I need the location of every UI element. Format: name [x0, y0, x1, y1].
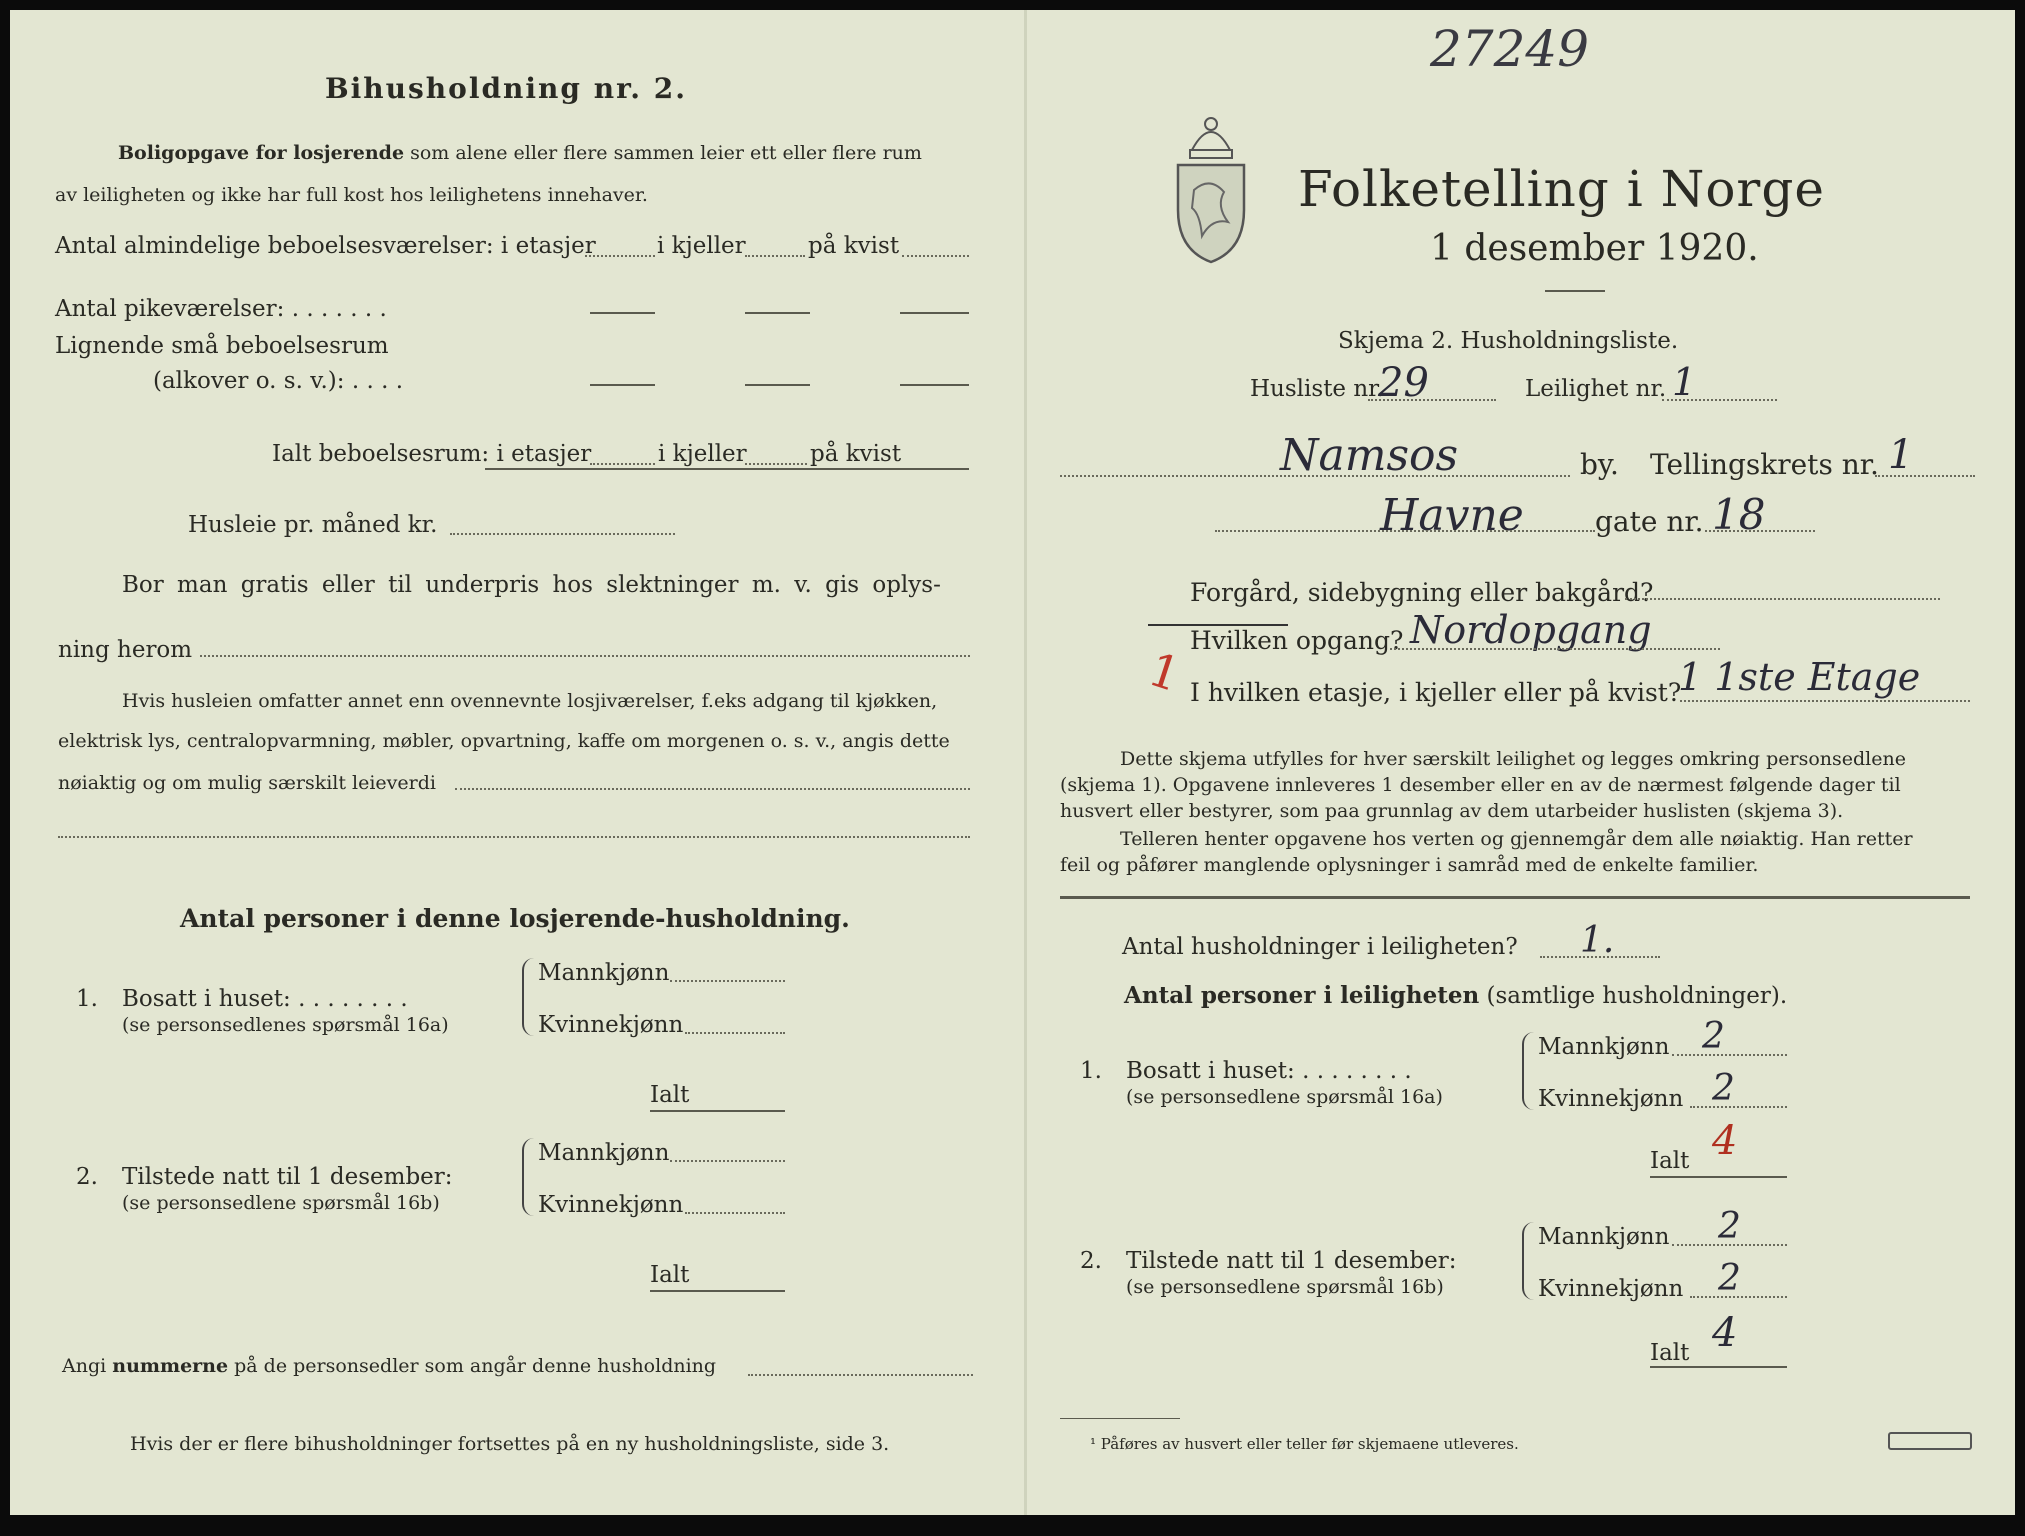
left-q2-kvinne-line[interactable]	[685, 1212, 785, 1214]
forgard-line[interactable]	[1625, 598, 1940, 600]
left-q1-ialt-label: Ialt	[650, 1082, 690, 1108]
antal-hush-value[interactable]: 1.	[1580, 920, 1615, 961]
opgang-label: Hvilken opgang?	[1190, 626, 1404, 655]
husliste-line	[1368, 399, 1496, 401]
extra-line[interactable]	[58, 836, 970, 838]
ialt-kvist-label: på kvist	[810, 441, 902, 467]
husliste-label: Husliste nr.	[1250, 376, 1384, 402]
right-q2-ialt-label: Ialt	[1650, 1340, 1690, 1366]
opgang-line	[1390, 648, 1720, 650]
footnote-rule	[1060, 1418, 1180, 1419]
hvis-line2: elektrisk lys, centralopvarmning, møbler, opvartning, kaffe om morgenen o. s. v., angis dette	[58, 730, 950, 752]
leilighet-value[interactable]: 1	[1672, 360, 1697, 404]
gate-value[interactable]: Havne	[1380, 490, 1524, 541]
right-q2-kvinne-value[interactable]: 2	[1718, 1258, 1741, 1299]
husleie-line[interactable]	[450, 533, 675, 535]
left-q2-ialt-line[interactable]	[650, 1290, 785, 1292]
by-line	[1060, 475, 1570, 477]
gate-nr-line	[1705, 530, 1815, 532]
red-checkmark: 1	[1142, 641, 1187, 703]
right-q2-ialt-line	[1650, 1366, 1787, 1368]
pike-kjeller-line[interactable]	[745, 312, 810, 314]
lign-kvist-line[interactable]	[900, 384, 969, 386]
title-divider	[1545, 290, 1605, 292]
lignende-label1: Lignende små beboelsesrum	[55, 333, 389, 359]
ialt-kjeller-line[interactable]	[745, 463, 807, 465]
by-label: by.	[1580, 448, 1619, 481]
info-line1: Dette skjema utfylles for hver særskilt leilighet og legges omkring personsedlene	[1120, 748, 1906, 770]
left-q1-kvinne-label: Kvinnekjønn	[538, 1012, 684, 1038]
kjeller-label: i kjeller	[657, 233, 746, 259]
bor-line1: Bor man gratis eller til underpris hos slektninger m. v. gis oplys-	[122, 572, 941, 598]
right-q1-mann-line	[1672, 1054, 1787, 1056]
left-q1-brace	[522, 958, 534, 1036]
left-q1-ialt-line[interactable]	[650, 1110, 785, 1112]
antal-pers-bold: Antal personer i leiligheten	[1124, 982, 1480, 1009]
hvis-line1: Hvis husleien omfatter annet enn ovennevnte losjiværelser, f.eks adgang til kjøkken,	[122, 690, 938, 712]
right-q1-num: 1.	[1080, 1058, 1102, 1084]
left-title: Bihusholdning nr. 2.	[325, 72, 687, 105]
left-q2-label: Tilstede natt til 1 desember:	[122, 1164, 453, 1190]
ialt-underline	[485, 468, 969, 470]
etasje-value[interactable]: 1 1ste Etage	[1678, 655, 1921, 699]
pike-kvist-line[interactable]	[900, 312, 969, 314]
right-q2-kvinne-label: Kvinnekjønn	[1538, 1276, 1684, 1302]
ialt-kjeller-label: i kjeller	[658, 441, 747, 467]
pike-label: Antal pikeværelser: . . . . . . .	[55, 296, 387, 322]
left-q2-mann-label: Mannkjønn	[538, 1140, 670, 1166]
krets-label: Tellingskrets nr.	[1650, 448, 1879, 481]
left-q2-num: 2.	[76, 1164, 98, 1190]
right-q1-kvinne-value[interactable]: 2	[1712, 1068, 1735, 1109]
ialt-etasjer-line[interactable]	[590, 463, 655, 465]
bor-line2: ning herom	[58, 637, 193, 663]
right-q2-brace	[1522, 1222, 1534, 1300]
intro-bold: Boligopgave for losjerende	[118, 142, 405, 164]
gate-line	[1215, 530, 1595, 532]
info-divider	[1060, 896, 1970, 899]
right-q2-sub: (se personsedlene spørsmål 16b)	[1126, 1276, 1444, 1298]
left-q2-sub: (se personsedlene spørsmål 16b)	[122, 1192, 440, 1214]
left-q2-ialt-label: Ialt	[650, 1262, 690, 1288]
right-q1-mann-label: Mannkjønn	[1538, 1034, 1670, 1060]
angi-rest: på de personsedler som angår denne husholdning	[234, 1355, 717, 1377]
archive-number: 27249	[1430, 20, 1590, 78]
forgard-label: Forgård, sidebygning eller bakgård?	[1190, 578, 1654, 607]
right-q2-label: Tilstede natt til 1 desember:	[1126, 1248, 1457, 1274]
left-antal-title: Antal personer i denne losjerende-husholdning.	[180, 904, 850, 933]
right-q1-kvinne-label: Kvinnekjønn	[1538, 1086, 1684, 1112]
kvist-label: på kvist	[808, 233, 900, 259]
etasjer-line[interactable]	[585, 255, 655, 257]
right-q1-mann-value[interactable]: 2	[1702, 1016, 1725, 1057]
left-q1-mann-line[interactable]	[670, 980, 785, 982]
right-q2-mann-value[interactable]: 2	[1718, 1206, 1741, 1247]
hvis-line3: nøiaktig og om mulig særskilt leieverdi	[58, 772, 436, 794]
krets-line	[1875, 475, 1975, 477]
kjeller-line[interactable]	[745, 255, 805, 257]
footnote: ¹ Påføres av husvert eller teller før skjemaene utleveres.	[1090, 1435, 1519, 1453]
antal-hush-label: Antal husholdninger i leiligheten?	[1122, 934, 1518, 960]
right-q1-kvinne-line	[1690, 1106, 1787, 1108]
right-q2-mann-label: Mannkjønn	[1538, 1224, 1670, 1250]
kvist-line[interactable]	[902, 255, 969, 257]
left-q2-mann-line[interactable]	[670, 1160, 785, 1162]
leilighet-label: Leilighet nr.	[1525, 376, 1667, 402]
page-fold	[1024, 10, 1027, 1515]
right-q2-num: 2.	[1080, 1248, 1102, 1274]
left-q2-brace	[522, 1138, 534, 1216]
left-q1-num: 1.	[76, 986, 98, 1012]
antal-alm-label: Antal almindelige beboelsesværelser: i etasjer	[55, 233, 596, 259]
lign-etasjer-line[interactable]	[590, 384, 655, 386]
left-q1-label: Bosatt i huset: . . . . . . . .	[122, 986, 408, 1012]
coat-of-arms-icon	[1172, 110, 1250, 265]
antal-pers-rest: (samtlige husholdninger).	[1486, 983, 1788, 1009]
info-line2: (skjema 1). Opgavene innleveres 1 desember eller en av de nærmest følgende dager til	[1060, 774, 1901, 796]
form-title: Folketelling i Norge	[1298, 160, 1825, 218]
left-q1-mann-label: Mannkjønn	[538, 960, 670, 986]
right-q1-ialt-line	[1650, 1176, 1787, 1178]
left-footer: Hvis der er flere bihusholdninger fortsettes på en ny husholdningsliste, side 3.	[130, 1433, 890, 1455]
right-q1-ialt-value[interactable]: 4	[1712, 1118, 1738, 1164]
left-q1-kvinne-line[interactable]	[685, 1032, 785, 1034]
opgang-value[interactable]: Nordopgang	[1410, 608, 1652, 652]
husleie-label: Husleie pr. måned kr.	[188, 512, 438, 538]
etasje-line	[1680, 700, 1970, 702]
angi-line[interactable]	[748, 1374, 973, 1376]
right-q1-ialt-label: Ialt	[1650, 1148, 1690, 1174]
leilighet-line	[1662, 399, 1777, 401]
etasje-label: I hvilken etasje, i kjeller eller på kvist?	[1190, 678, 1682, 707]
info-line4: Telleren henter opgavene hos verten og gjennemgår dem alle nøiaktig. Han retter	[1120, 828, 1913, 850]
right-q2-kvinne-line	[1690, 1296, 1787, 1298]
angi-bold: nummerne	[112, 1355, 229, 1377]
gate-nr-value[interactable]: 18	[1712, 490, 1766, 539]
info-line3: husvert eller bestyrer, som paa grunnlag av dem utarbeider huslisten (skjema 3).	[1060, 800, 1844, 822]
ialt-rum-label: Ialt beboelsesrum: i etasjer	[272, 441, 592, 467]
printer-mark-icon	[1888, 1432, 1972, 1450]
krets-value[interactable]: 1	[1888, 432, 1914, 478]
angi-pre: Angi	[62, 1355, 107, 1377]
right-q1-brace	[1522, 1032, 1534, 1110]
info-line5: feil og påfører manglende oplysninger i samråd med de enkelte familier.	[1060, 854, 1759, 876]
gate-label: gate nr.	[1595, 505, 1704, 538]
by-value[interactable]: Namsos	[1280, 430, 1459, 481]
lignende-label2: (alkover o. s. v.): . . . .	[153, 368, 404, 394]
left-q1-sub: (se personsedlenes spørsmål 16a)	[122, 1014, 449, 1036]
intro-rest: som alene eller flere sammen leier ett eller flere rum	[410, 142, 922, 164]
right-q2-mann-line	[1672, 1244, 1787, 1246]
form-date: 1 desember 1920.	[1430, 228, 1759, 269]
pike-etasjer-line[interactable]	[590, 312, 655, 314]
intro-line2: av leiligheten og ikke har full kost hos leilighetens innehaver.	[55, 184, 648, 206]
left-q2-kvinne-label: Kvinnekjønn	[538, 1192, 684, 1218]
bor-line[interactable]	[200, 655, 970, 657]
leieverdi-line[interactable]	[455, 788, 970, 790]
antal-hush-line	[1540, 956, 1660, 958]
skjema-label: Skjema 2. Husholdningsliste.	[1338, 328, 1679, 354]
husliste-value[interactable]: 29	[1378, 360, 1429, 406]
right-q2-ialt-value[interactable]: 4	[1712, 1310, 1738, 1356]
right-q1-label: Bosatt i huset: . . . . . . . .	[1126, 1058, 1412, 1084]
lign-kjeller-line[interactable]	[745, 384, 810, 386]
right-q1-sub: (se personsedlene spørsmål 16a)	[1126, 1086, 1443, 1108]
